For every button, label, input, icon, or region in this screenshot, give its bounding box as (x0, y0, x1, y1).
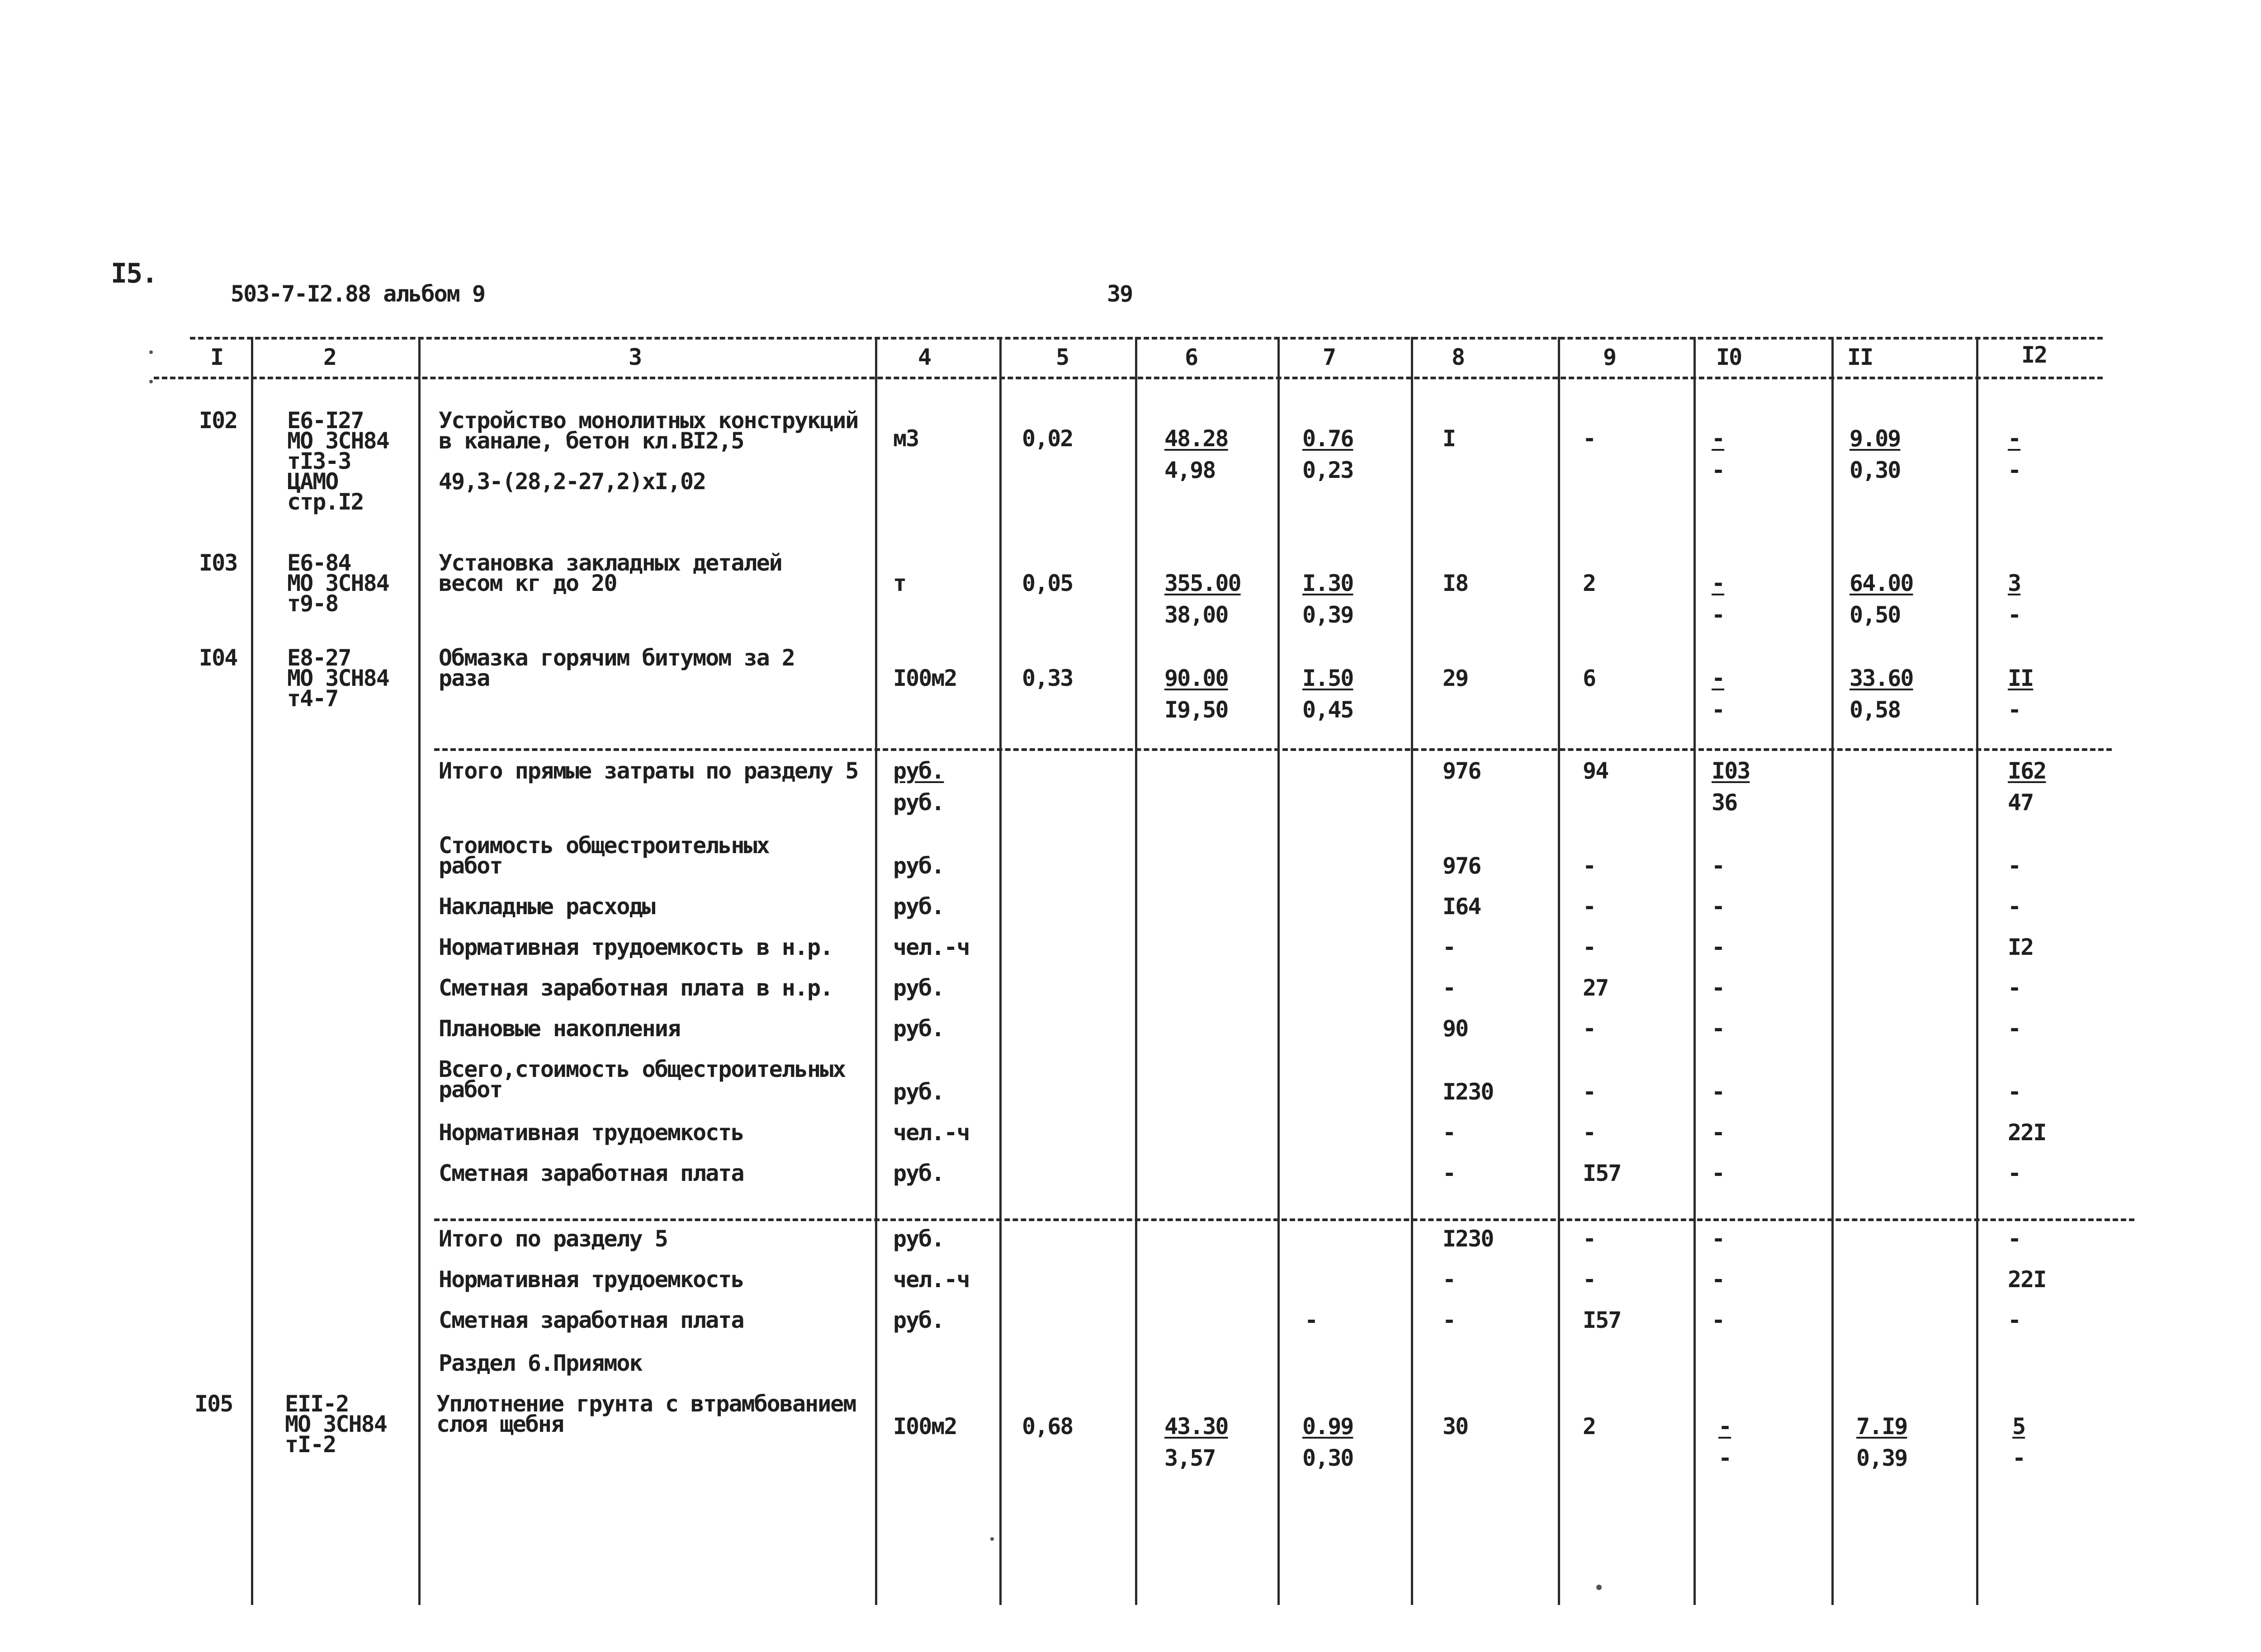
summary-machine: - (1712, 1307, 1725, 1333)
total-machine: - (1712, 665, 1725, 691)
summary-total-cost: - (1443, 1307, 1456, 1333)
labor-unit: 64.00 (1849, 570, 1913, 596)
unit-cost-wage: 4,98 (1164, 457, 1216, 483)
summary-total-wage: - (1583, 1266, 1596, 1293)
summary-total-cost: - (1443, 1266, 1456, 1293)
summary-machine: - (1712, 1226, 1725, 1252)
summary-label: работ (439, 1076, 502, 1103)
page-mark: I5. (111, 258, 157, 289)
col-divider-5 (1135, 337, 1137, 1605)
norm-code: Е8-27 (287, 645, 351, 671)
summary-total-wage: - (1583, 1015, 1596, 1042)
total-machine: - (1712, 570, 1725, 596)
unit-cost-wage: 38,00 (1164, 602, 1228, 628)
summary-unit: руб. (893, 1160, 944, 1186)
norm-code: тI-2 (285, 1431, 336, 1458)
summary-total-wage: I57 (1583, 1160, 1621, 1186)
unit: I00м2 (893, 1413, 957, 1440)
col-divider-7 (1411, 337, 1413, 1605)
labor-unit: 9.09 (1849, 425, 1901, 452)
norm-code: МО ЗСН84 (287, 665, 389, 691)
col-divider-11 (1976, 337, 1978, 1605)
labor-total: - (2008, 425, 2021, 452)
summary-label: Нормативная трудоемкость (439, 1119, 744, 1146)
unit-cost-wage: I9,50 (1164, 697, 1228, 723)
column-header: 7 (1323, 344, 1336, 370)
labor-unit-machine: 0,39 (1856, 1445, 1907, 1471)
summary-total-wage: 94 (1583, 758, 1608, 784)
summary-label: работ (439, 853, 502, 879)
unit: м3 (893, 425, 919, 452)
labor-unit-machine: 0,30 (1849, 457, 1901, 483)
column-header: 4 (918, 344, 931, 370)
summary-total-wage: - (1583, 1079, 1596, 1105)
quantity: 0,33 (1022, 665, 1073, 691)
summary-labor: - (2008, 1160, 2021, 1186)
unit-cost-total: 90.00 (1164, 665, 1228, 691)
total-wage: 2 (1583, 570, 1596, 596)
column-header: 3 (629, 344, 642, 370)
scan-speck (149, 380, 153, 383)
summary-total-cost: I64 (1443, 893, 1481, 920)
summary-machine: - (1712, 1160, 1725, 1186)
summary-total-wage: - (1583, 1226, 1596, 1252)
summary-total-cost: I230 (1443, 1079, 1494, 1105)
total-cost: I8 (1443, 570, 1468, 596)
section-heading: Раздел 6.Приямок (439, 1350, 642, 1376)
unit: т (893, 570, 906, 596)
norm-code: Е6-I27 (287, 407, 364, 434)
scan-speck (149, 350, 153, 354)
total-wage: 2 (1583, 1413, 1596, 1440)
summary-total-cost: 976 (1443, 758, 1481, 784)
summary-total-cost: - (1443, 975, 1456, 1001)
total-machine: - (1712, 425, 1725, 452)
summary-machine-cost: - (1305, 1307, 1318, 1333)
summary-total-cost: 976 (1443, 853, 1481, 879)
labor-total-machine: - (2012, 1445, 2025, 1471)
work-description: Установка закладных деталей (439, 550, 782, 576)
scan-speck (1596, 1585, 1602, 1590)
unit-cost-machine-wage: 0,23 (1302, 457, 1353, 483)
summary-unit: руб. (893, 758, 944, 784)
work-description: слоя щебня (436, 1411, 564, 1437)
labor-total-machine: - (2008, 457, 2021, 483)
summary-labor: - (2008, 893, 2021, 920)
summary-machine: - (1712, 1015, 1725, 1042)
column-header: 2 (323, 344, 336, 370)
summary-labor: - (2008, 1079, 2021, 1105)
summary-unit: руб. (893, 893, 944, 920)
summary-total-cost: - (1443, 1160, 1456, 1186)
summary-unit: руб. (893, 1226, 944, 1252)
header-top-rule (190, 337, 2103, 340)
column-header: 8 (1452, 344, 1465, 370)
work-description: весом кг до 20 (439, 570, 617, 596)
col-divider-9 (1693, 337, 1696, 1605)
column-header: 9 (1603, 344, 1616, 370)
unit-cost-machine: 0.99 (1302, 1413, 1353, 1440)
unit-cost-total: 43.30 (1164, 1413, 1228, 1440)
summary-machine: - (1712, 934, 1725, 960)
total-machine: - (1718, 1413, 1731, 1440)
summary-total-cost: I230 (1443, 1226, 1494, 1252)
summary-total-wage: I57 (1583, 1307, 1621, 1333)
scan-speck (990, 1537, 994, 1541)
quantity: 0,02 (1022, 425, 1073, 452)
total-machine-wage: - (1712, 602, 1725, 628)
work-description: Обмазка горячим битумом за 2 (439, 645, 795, 671)
header-bottom-rule (154, 377, 2103, 379)
summary-labor: - (2008, 1226, 2021, 1252)
total-cost: I (1443, 425, 1456, 452)
row-number: I05 (194, 1391, 233, 1417)
summary-unit: руб. (893, 1015, 944, 1042)
col-divider-4 (999, 337, 1002, 1605)
labor-unit-machine: 0,58 (1849, 697, 1901, 723)
norm-code: МО ЗСН84 (287, 570, 389, 596)
norm-code: МО ЗСН84 (285, 1411, 387, 1437)
labor-total-machine: - (2008, 602, 2021, 628)
summary-label: Сметная заработная плата (439, 1307, 744, 1333)
unit-cost-machine: I.50 (1302, 665, 1353, 691)
norm-code: тI3-3 (287, 448, 351, 474)
summary-machine: - (1712, 1119, 1725, 1146)
norm-code: т4-7 (287, 685, 338, 712)
unit-cost-total: 48.28 (1164, 425, 1228, 452)
column-header: 6 (1185, 344, 1198, 370)
col-divider-2 (418, 337, 421, 1605)
work-description: Устройство монолитных конструкций (439, 407, 858, 434)
summary-labor: - (2008, 853, 2021, 879)
summary-labor: 22I (2008, 1119, 2046, 1146)
unit: I00м2 (893, 665, 957, 691)
norm-code: ЕII-2 (285, 1391, 349, 1417)
norm-code: ЦАМО (287, 468, 338, 495)
summary-machine: - (1712, 893, 1725, 920)
quantity: 0,68 (1022, 1413, 1073, 1440)
summary-labor: - (2008, 1307, 2021, 1333)
column-header: II (1847, 344, 1873, 370)
column-header: I2 (2021, 342, 2047, 368)
unit-cost-total: 355.00 (1164, 570, 1241, 596)
summary-total-wage: 27 (1583, 975, 1608, 1001)
volume-formula: 49,3-(28,2-27,2)xI,02 (439, 468, 706, 495)
summary-total-wage: - (1583, 934, 1596, 960)
labor-unit-machine: 0,50 (1849, 602, 1901, 628)
summary-unit: руб. (893, 1079, 944, 1105)
labor-unit: 7.I9 (1856, 1413, 1907, 1440)
summary-total-cost: - (1443, 1119, 1456, 1146)
work-description: раза (439, 665, 490, 691)
summary-unit: руб. (893, 1307, 944, 1333)
norm-code: МО ЗСН84 (287, 428, 389, 454)
summary-label: Итого по разделу 5 (439, 1226, 667, 1252)
summary-label: Накладные расходы (439, 893, 655, 920)
col-divider-8 (1558, 337, 1560, 1605)
summary-machine: - (1712, 1266, 1725, 1293)
section-divider-1 (434, 748, 2112, 751)
summary-total-wage: - (1583, 893, 1596, 920)
summary-label: Плановые накопления (439, 1015, 680, 1042)
quantity: 0,05 (1022, 570, 1073, 596)
unit-cost-machine: I.30 (1302, 570, 1353, 596)
summary-label: Сметная заработная плата в н.р. (439, 975, 833, 1001)
summary-labor: - (2008, 975, 2021, 1001)
summary-total-cost: 90 (1443, 1015, 1468, 1042)
labor-total: 5 (2012, 1413, 2025, 1440)
summary-label: Стоимость общестроительных (439, 832, 769, 859)
labor-unit: 33.60 (1849, 665, 1913, 691)
summary-machine: - (1712, 853, 1725, 879)
labor-total: 3 (2008, 570, 2021, 596)
unit-cost-machine: 0.76 (1302, 425, 1353, 452)
col-divider-10 (1831, 337, 1834, 1605)
total-machine-wage: - (1712, 457, 1725, 483)
summary-machine: I03 (1712, 758, 1750, 784)
summary-labor: I2 (2008, 934, 2034, 960)
summary-unit: чел.-ч (893, 934, 970, 960)
unit-cost-machine-wage: 0,39 (1302, 602, 1353, 628)
summary-unit: чел.-ч (893, 1119, 970, 1146)
col-divider-3 (875, 337, 877, 1605)
norm-code: т9-8 (287, 590, 338, 617)
col-divider-6 (1277, 337, 1280, 1605)
norm-code: стр.I2 (287, 489, 364, 515)
summary-labor-machine: 47 (2008, 789, 2034, 816)
total-wage: - (1583, 425, 1596, 452)
summary-labor: - (2008, 1015, 2021, 1042)
summary-label: Нормативная трудоемкость в н.р. (439, 934, 833, 960)
norm-code: Е6-84 (287, 550, 351, 576)
summary-machine: - (1712, 1079, 1725, 1105)
summary-label: Всего,стоимость общестроительных (439, 1056, 846, 1082)
column-header: 5 (1056, 344, 1069, 370)
page-number: 39 (1107, 281, 1133, 307)
summary-machine-wage: 36 (1712, 789, 1737, 816)
summary-machine: - (1712, 975, 1725, 1001)
total-wage: 6 (1583, 665, 1596, 691)
summary-total-wage: - (1583, 1119, 1596, 1146)
summary-total-cost: - (1443, 934, 1456, 960)
unit-cost-machine-wage: 0,30 (1302, 1445, 1353, 1471)
total-cost: 30 (1443, 1413, 1468, 1440)
row-number: I03 (199, 550, 237, 576)
summary-unit: руб. (893, 789, 944, 816)
row-number: I04 (199, 645, 237, 671)
column-header: I0 (1716, 344, 1742, 370)
summary-label: Итого прямые затраты по разделу 5 (439, 758, 858, 784)
total-machine-wage: - (1712, 697, 1725, 723)
summary-labor: I62 (2008, 758, 2046, 784)
column-header: I (210, 344, 223, 370)
summary-label: Нормативная трудоемкость (439, 1266, 744, 1293)
section-divider-2 (434, 1218, 2134, 1221)
labor-total: II (2008, 665, 2034, 691)
total-machine-wage: - (1718, 1445, 1731, 1471)
total-cost: 29 (1443, 665, 1468, 691)
row-number: I02 (199, 407, 237, 434)
unit-cost-machine-wage: 0,45 (1302, 697, 1353, 723)
summary-labor: 22I (2008, 1266, 2046, 1293)
summary-unit: руб. (893, 853, 944, 879)
summary-unit: чел.-ч (893, 1266, 970, 1293)
work-description: Уплотнение грунта с втрамбованием (436, 1391, 856, 1417)
col-divider-1 (251, 337, 253, 1605)
summary-unit: руб. (893, 975, 944, 1001)
unit-cost-wage: 3,57 (1164, 1445, 1216, 1471)
document-reference: 503-7-I2.88 альбом 9 (231, 281, 485, 307)
work-description: в канале, бетон кл.BI2,5 (439, 428, 744, 454)
labor-total-machine: - (2008, 697, 2021, 723)
summary-total-wage: - (1583, 853, 1596, 879)
summary-label: Сметная заработная плата (439, 1160, 744, 1186)
